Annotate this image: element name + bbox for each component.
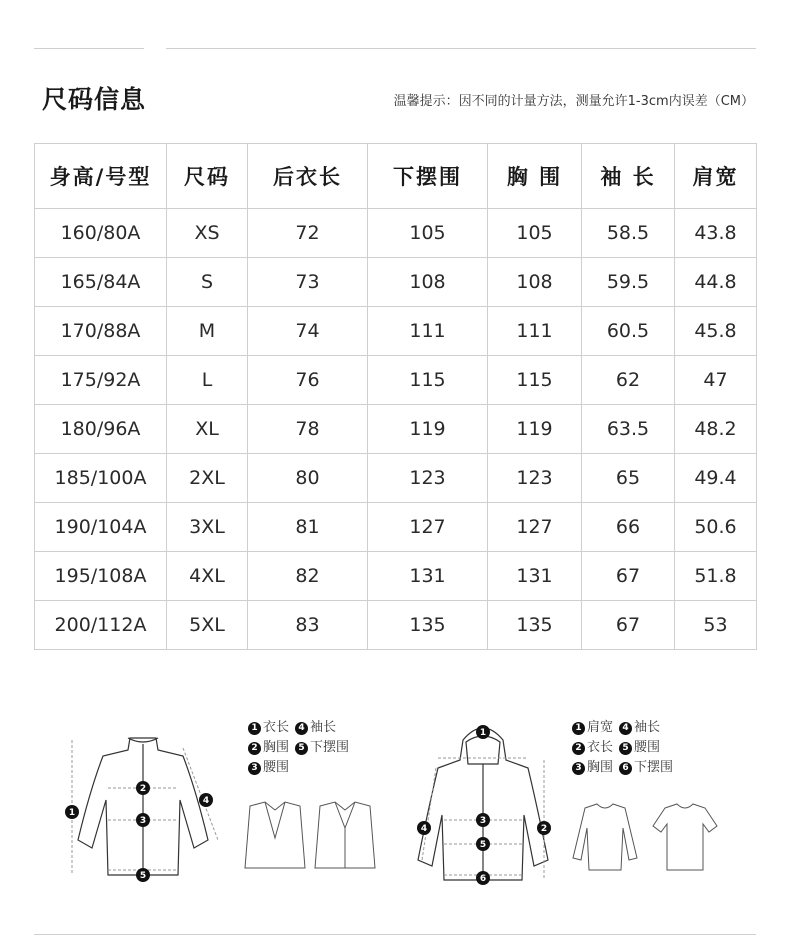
cell-chest: 115 [488, 356, 582, 405]
header-shoulder: 肩宽 [675, 144, 757, 209]
hoodie-marker-1: 1 [479, 728, 487, 738]
legend-item [619, 718, 660, 738]
hoodie-markers [417, 725, 551, 885]
table-row [35, 258, 757, 307]
legend-label: 衣长 [263, 720, 290, 735]
jacket-marker-3: 3 [139, 816, 147, 826]
hoodie-diagram [408, 720, 558, 890]
cell-sleeve: 58.5 [582, 209, 675, 258]
table-header-row [35, 144, 757, 209]
cell-shoulder: 43.8 [675, 209, 757, 258]
cell-hem: 131 [368, 552, 488, 601]
header-back-length: 后衣长 [248, 144, 368, 209]
cell-shoulder: 44.8 [675, 258, 757, 307]
legend-label: 下摆围 [634, 760, 674, 775]
jacket-legend [248, 718, 349, 778]
table-row [35, 552, 757, 601]
measurement-tip: 温馨提示：因不同的计量方法，测量允许1-3cm内误差（CM） [393, 94, 754, 109]
legend-number-badge: 5 [295, 742, 308, 755]
cell-chest: 127 [488, 503, 582, 552]
legend-item [248, 738, 289, 758]
header-size: 尺码 [167, 144, 248, 209]
cell-height-type: 190/104A [35, 503, 167, 552]
cell-back-length: 81 [248, 503, 368, 552]
legend-item [295, 718, 336, 738]
cell-height-type: 185/100A [35, 454, 167, 503]
cell-shoulder: 47 [675, 356, 757, 405]
cell-chest: 135 [488, 601, 582, 650]
legend-number-badge: 4 [295, 722, 308, 735]
jacket-markers [65, 781, 213, 882]
cell-hem: 119 [368, 405, 488, 454]
cell-sleeve: 66 [582, 503, 675, 552]
cell-size: M [167, 307, 248, 356]
legend-number-badge: 2 [248, 742, 261, 755]
legend-row [572, 718, 673, 738]
cell-hem: 115 [368, 356, 488, 405]
legend-number-badge: 3 [572, 762, 585, 775]
legend-number-badge: 3 [248, 762, 261, 775]
table-row [35, 503, 757, 552]
legend-row [248, 718, 349, 738]
top-rule-right [166, 48, 756, 49]
cell-height-type: 175/92A [35, 356, 167, 405]
legend-label: 腰围 [263, 760, 290, 775]
table-row [35, 405, 757, 454]
legend-label: 胸围 [263, 740, 290, 755]
legend-item [248, 718, 289, 738]
cell-size: 4XL [167, 552, 248, 601]
legend-label: 下摆围 [310, 740, 350, 755]
legend-number-badge: 6 [619, 762, 632, 775]
cell-sleeve: 62 [582, 356, 675, 405]
cell-height-type: 160/80A [35, 209, 167, 258]
legend-item [572, 738, 613, 758]
legend-label: 胸围 [587, 760, 614, 775]
cell-back-length: 73 [248, 258, 368, 307]
legend-row [572, 738, 673, 758]
cell-shoulder: 53 [675, 601, 757, 650]
legend-label: 袖长 [310, 720, 337, 735]
legend-row [248, 738, 349, 758]
jacket-marker-2: 2 [139, 784, 147, 794]
cell-shoulder: 49.4 [675, 454, 757, 503]
cell-back-length: 83 [248, 601, 368, 650]
legend-number-badge: 1 [248, 722, 261, 735]
cell-height-type: 165/84A [35, 258, 167, 307]
cell-sleeve: 67 [582, 601, 675, 650]
legend-number-badge: 4 [619, 722, 632, 735]
page-title: 尺码信息 [42, 85, 147, 114]
cell-shoulder: 50.6 [675, 503, 757, 552]
hoodie-marker-6: 6 [479, 874, 487, 884]
hoodie-marker-4: 4 [420, 824, 428, 834]
table-row [35, 356, 757, 405]
legend-label: 肩宽 [587, 720, 614, 735]
jacket-marker-4: 4 [202, 796, 210, 806]
header-sleeve: 袖 长 [582, 144, 675, 209]
cell-size: XS [167, 209, 248, 258]
legend-label: 腰围 [634, 740, 661, 755]
cell-hem: 105 [368, 209, 488, 258]
cell-height-type: 195/108A [35, 552, 167, 601]
cell-back-length: 76 [248, 356, 368, 405]
cell-back-length: 72 [248, 209, 368, 258]
jacket-marker-1: 1 [68, 808, 76, 818]
table-row [35, 209, 757, 258]
legend-item [248, 758, 289, 778]
legend-item [619, 758, 673, 778]
size-table [34, 143, 757, 650]
legend-item [295, 738, 349, 758]
cell-chest: 105 [488, 209, 582, 258]
table-row [35, 307, 757, 356]
cell-size: S [167, 258, 248, 307]
cell-sleeve: 63.5 [582, 405, 675, 454]
cell-back-length: 78 [248, 405, 368, 454]
legend-row [248, 758, 349, 778]
blazer-sketch [235, 798, 385, 878]
hoodie-marker-2: 2 [540, 824, 548, 834]
cell-height-type: 180/96A [35, 405, 167, 454]
jacket-diagram [58, 730, 228, 890]
top-rule-left [34, 48, 144, 49]
header-hem: 下摆围 [368, 144, 488, 209]
measurement-diagrams [0, 690, 790, 900]
cell-chest: 131 [488, 552, 582, 601]
table-row [35, 601, 757, 650]
cell-sleeve: 67 [582, 552, 675, 601]
legend-item [619, 738, 660, 758]
cell-shoulder: 45.8 [675, 307, 757, 356]
cell-shoulder: 48.2 [675, 405, 757, 454]
cell-hem: 111 [368, 307, 488, 356]
cell-hem: 127 [368, 503, 488, 552]
legend-number-badge: 2 [572, 742, 585, 755]
cell-hem: 123 [368, 454, 488, 503]
header-chest: 胸 围 [488, 144, 582, 209]
cell-hem: 108 [368, 258, 488, 307]
cell-chest: 108 [488, 258, 582, 307]
cell-chest: 111 [488, 307, 582, 356]
cell-chest: 123 [488, 454, 582, 503]
legend-label: 衣长 [587, 740, 614, 755]
legend-number-badge: 5 [619, 742, 632, 755]
legend-label: 袖长 [634, 720, 661, 735]
legend-item [572, 718, 613, 738]
cell-chest: 119 [488, 405, 582, 454]
cell-sleeve: 60.5 [582, 307, 675, 356]
legend-item [572, 758, 613, 778]
cell-size: L [167, 356, 248, 405]
tshirt-sketch [565, 798, 725, 878]
cell-back-length: 82 [248, 552, 368, 601]
hoodie-legend [572, 718, 673, 778]
cell-size: 2XL [167, 454, 248, 503]
cell-size: 5XL [167, 601, 248, 650]
cell-back-length: 80 [248, 454, 368, 503]
hoodie-marker-5: 5 [479, 840, 487, 850]
header-height-type: 身高/号型 [35, 144, 167, 209]
cell-hem: 135 [368, 601, 488, 650]
cell-shoulder: 51.8 [675, 552, 757, 601]
cell-sleeve: 65 [582, 454, 675, 503]
cell-size: XL [167, 405, 248, 454]
legend-row [572, 758, 673, 778]
cell-sleeve: 59.5 [582, 258, 675, 307]
hoodie-marker-3: 3 [479, 816, 487, 826]
cell-size: 3XL [167, 503, 248, 552]
table-row [35, 454, 757, 503]
cell-height-type: 170/88A [35, 307, 167, 356]
cell-back-length: 74 [248, 307, 368, 356]
cell-height-type: 200/112A [35, 601, 167, 650]
jacket-marker-5: 5 [139, 871, 147, 881]
legend-number-badge: 1 [572, 722, 585, 735]
